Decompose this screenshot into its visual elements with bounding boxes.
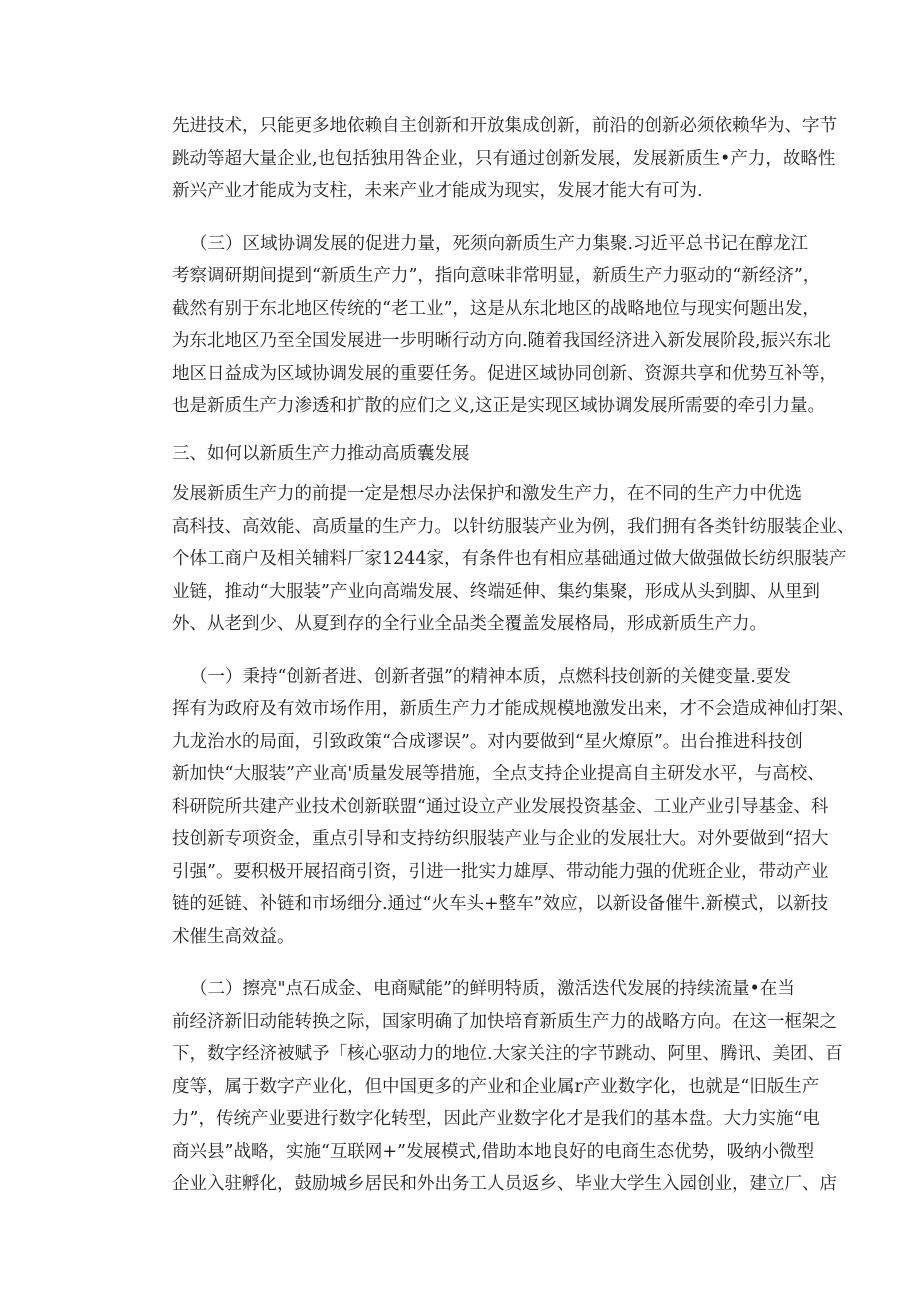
text-line: 科研院所共建产业技术创新联盟“通过设立产业发展投资基金、工业产业引导基金、科	[172, 796, 829, 817]
paragraph-regional-coordination	[172, 228, 837, 423]
text-line: 个体工商户及相关辅料厂家1244家，有条件也有相应基础通过做大做强做长纺织服装产	[172, 549, 847, 569]
text-line: 前经济新旧动能转换之际，国家明确了加快培育新质生产力的战略方向。在这一框架之	[172, 1011, 837, 1032]
paragraph-intro-continued	[172, 110, 837, 208]
paragraph-ecommerce	[172, 973, 843, 1201]
text-line: 外、从老到少、从夏到存的全行业全品类全覆盖发展格局，形成新质生产力。	[172, 614, 767, 634]
text-line: 九龙治水的局面，引致政策“合成谬误”。对内要做到“星火燎原”。出台推进科技创	[172, 731, 803, 752]
text-line: 新加快“大服装”产业高'质量发展等措施，全点支持企业提高自主研发水平，与高校、	[172, 764, 825, 784]
text-line: 高科技、高效能、高质量的生产力。以针纺服装产业为例，我们拥有各类针纺服装企业、	[172, 516, 855, 537]
section-heading	[172, 438, 784, 471]
text-line: 链的延链、补链和市场细分.通过“火车头+整车”效应，以新设备催牛.新模式，以新技	[172, 894, 829, 914]
text-line: 考察调研期间提到“新质生产力”，指向意味非常明显，新质生产力驱动的“新经济”，	[172, 266, 821, 286]
text-line: （三）区域协调发展的促进力量，死须向新质生产力集聚.习近平总书记在醇龙江	[190, 233, 809, 254]
text-line: 也是新质生产力渗透和扩散的应们之义,这正是实现区域协调发展所需要的牵引力量。	[172, 396, 826, 416]
text-line: 新兴产业才能成为支柱，未来产业才能成为现实，发展才能大有可为.	[172, 181, 703, 201]
text-line: 地区日益成为区域协调发展的重要任务。促进区域协同创新、资源共享和优势互补等，	[172, 363, 837, 384]
text-line: 跳动等超大量企业,也包括独用咎企业，只有通过创新发展，发展新质生•产力，故略性	[172, 148, 836, 169]
text-line: 度等，属于数字产业化，但中国更多的产业和企业属r产业数字化，也就是“旧版生产	[172, 1076, 820, 1097]
text-line: 业链，推动“大服装”产业向高端发展、终端延伸、集约集聚，形成从头到脚、从里到	[172, 581, 820, 602]
text-line: 企业入驻孵化，鼓励城乡居民和外出务工人员返乡、毕业大学生入园创业，建立厂、店	[172, 1174, 837, 1194]
text-line: 为东北地区乃至全国发展进一步明晰行动方向.随着我国经济进入新发展阶段,振兴东北	[172, 331, 831, 351]
text-line: 先进技术，只能更多地依赖自主创新和开放集成创新，前沿的创新必须依赖华为、字节	[172, 116, 837, 136]
text-line: 引强”。要积极开展招商引资，引进一批实力雄厚、带动能力强的优班企业，带动产业	[172, 861, 829, 882]
text-line: 技创新专项资金，重点引导和支持纺织服装产业与企业的发展壮大。对外要做到“招大	[172, 829, 829, 849]
text-line: 下，数字经济被赋予「核心驱动力的地位.大家关注的字节跳动、阿里、腾讯、美团、百	[172, 1044, 843, 1064]
text-line: 商兴县”战略，实施“互联网+”发展模式,借助本地良好的电商生态优势，吸纳小微型	[172, 1141, 815, 1162]
text-line: 力”，传统产业要进行数字化转型，因此产业数字化才是我们的基本盘。大力实施“电	[172, 1109, 820, 1129]
text-line: （二）擦亮"点石成金、电商赋能”的鲜明特质，激活迭代发展的持续流量•在当	[190, 979, 795, 999]
paragraph-textile-example	[172, 478, 855, 641]
section-heading-text: 三、如何以新质生产力推动高质囊发展	[172, 443, 470, 464]
text-line: 发展新质生产力的前提一定是想尽办法保护和激发生产力，在不同的生产力中优选	[172, 484, 802, 504]
text-line: 截然有别于东北地区传统的“老工业”，这是从东北地区的战略地位与现实何题出发，	[172, 298, 820, 319]
text-line: 挥有为政府及有效市场作用，新质生产力才能成规模地激发出来，才不会造成神仙打架、	[172, 699, 855, 719]
text-line: （一）秉持“创新者进、创新者强”的精神本质，点燃科技创新的关健变量.要发	[190, 666, 791, 687]
paragraph-innovation	[172, 661, 855, 954]
text-line: 术催生高效益。	[172, 926, 295, 947]
